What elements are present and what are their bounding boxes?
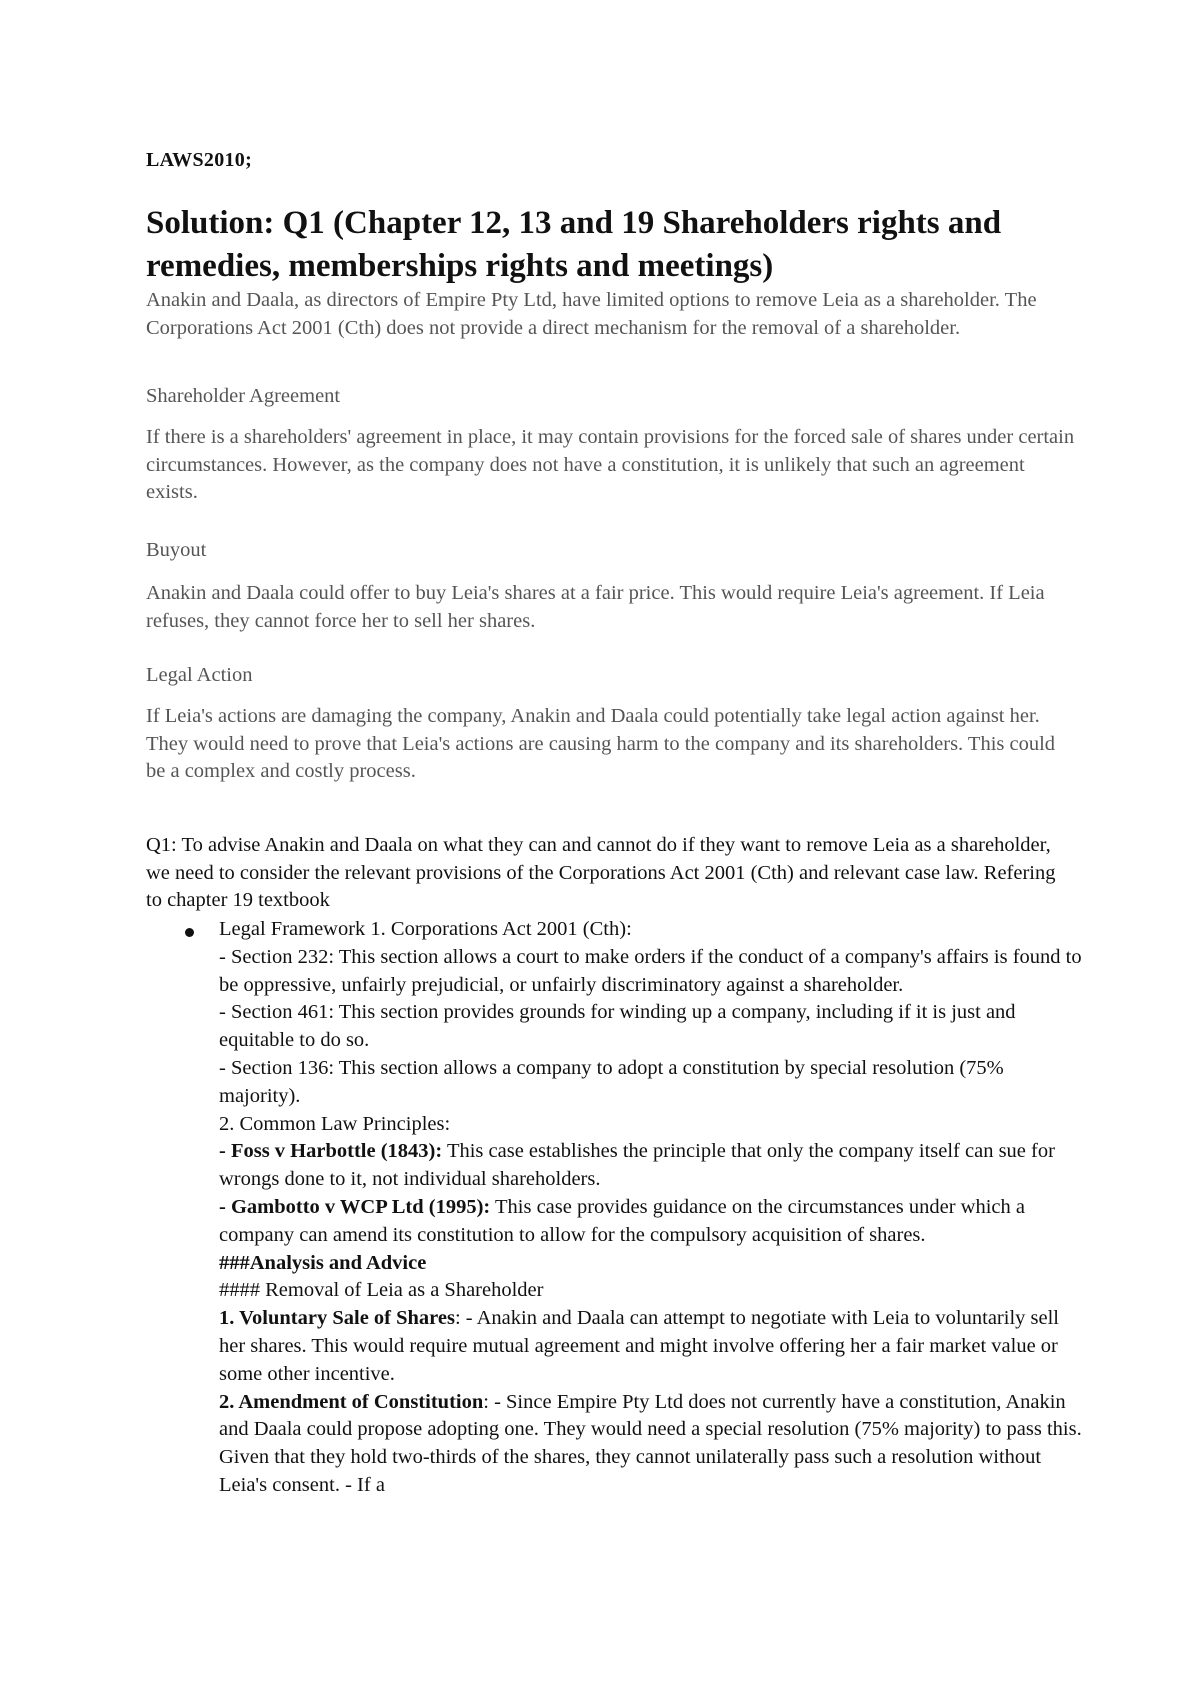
q1-intro-paragraph: Q1: To advise Anakin and Daala on what they can and cannot do if they want to remove Leia as a shareholder, we need to consider the relevant provisions of the Corporations Act 2001 (Cth) and relevant case law. Refering to chapter 19 textbook xyxy=(146,834,1056,911)
foss-item xyxy=(219,1138,1089,1194)
gambotto-text: This case provides guidance on the circumstances under which a company can amend its constitution to allow for the compulsory acquisition of shares. xyxy=(219,1195,1025,1246)
legal-framework-list xyxy=(219,916,1089,1500)
page-title: Solution: Q1 (Chapter 12, 13 and 19 Shareholders rights and remedies, memberships rights and meetings) xyxy=(146,205,1002,284)
course-code: LAWS2010; xyxy=(146,149,253,171)
section-heading-legal-action: Legal Action xyxy=(146,664,253,686)
section-136-item: - Section 136: This section allows a company to adopt a constitution by special resolution (75% majority). xyxy=(219,1056,1004,1107)
section-heading-buyout: Buyout xyxy=(146,539,207,561)
amendment-text: : - Since Empire Pty Ltd does not currently have a constitution, Anakin and Daala could propose adopting one. They would need a special resolution (75% majority) to pass this. Given that they hold two-thirds of the shares, they cannot unilaterally pass such a resolution without Leia's consent. - If a xyxy=(219,1390,1082,1496)
intro-paragraph: Anakin and Daala, as directors of Empire Pty Ltd, have limited options to remove Leia as a shareholder. The Corporations Act 2001 (Cth) does not provide a direct mechanism for the removal of a shareholder. xyxy=(146,289,1037,339)
foss-case-name: Foss v Harbottle (1843): xyxy=(230,1140,443,1163)
section-body-buyout: Anakin and Daala could offer to buy Leia's shares at a fair price. This would require Leia's agreement. If Leia refuses, they cannot force her to sell her shares. xyxy=(146,582,1045,632)
section-heading-shareholder-agreement: Shareholder Agreement xyxy=(146,385,341,407)
gambotto-item xyxy=(219,1194,1089,1250)
analysis-heading-text: ###Analysis and Advice xyxy=(219,1251,427,1274)
voluntary-sale-title: 1. Voluntary Sale of Shares xyxy=(219,1307,455,1330)
section-461-item: - Section 461: This section provides grounds for winding up a company, including if it is just and equitable to do so. xyxy=(219,1001,1016,1052)
amendment-title: 2. Amendment of Constitution xyxy=(219,1390,484,1413)
removal-heading: #### Removal of Leia as a Shareholder xyxy=(219,1279,544,1302)
section-232-item: - Section 232: This section allows a court to make orders if the conduct of a company's affairs is found to be oppressive, unfairly prejudicial, or unfairly discriminatory against a shareholder. xyxy=(219,945,1082,996)
foss-prefix: - xyxy=(219,1140,231,1163)
common-law-heading: 2. Common Law Principles: xyxy=(219,1112,451,1135)
foss-text: This case establishes the principle that only the company itself can sue for wrongs done to it, not individual shareholders. xyxy=(219,1140,1055,1191)
voluntary-sale-item xyxy=(219,1305,1089,1388)
amendment-item xyxy=(219,1389,1089,1500)
gambotto-case-name: Gambotto v WCP Ltd (1995): xyxy=(230,1195,491,1218)
bullet-icon xyxy=(185,928,194,937)
framework-line: Legal Framework 1. Corporations Act 2001 (Cth): xyxy=(219,918,632,940)
voluntary-sale-text: : - Anakin and Daala can attempt to negotiate with Leia to voluntarily sell her shares. This would require mutual agreement and might involve offering her a fair market value or some other incentive. xyxy=(219,1307,1059,1385)
section-body-legal-action: If Leia's actions are damaging the company, Anakin and Daala could potentially take legal action against her. They would need to prove that Leia's actions are causing harm to the company and its shareholders. This could be a complex and costly process. xyxy=(146,705,1056,782)
analysis-heading xyxy=(219,1250,1089,1278)
section-body-shareholder-agreement: If there is a shareholders' agreement in place, it may contain provisions for the forced sale of shares under certain circumstances. However, as the company does not have a constitution, it is unlikely that such an agreement exists. xyxy=(146,426,1075,503)
gambotto-prefix: - xyxy=(219,1195,231,1218)
